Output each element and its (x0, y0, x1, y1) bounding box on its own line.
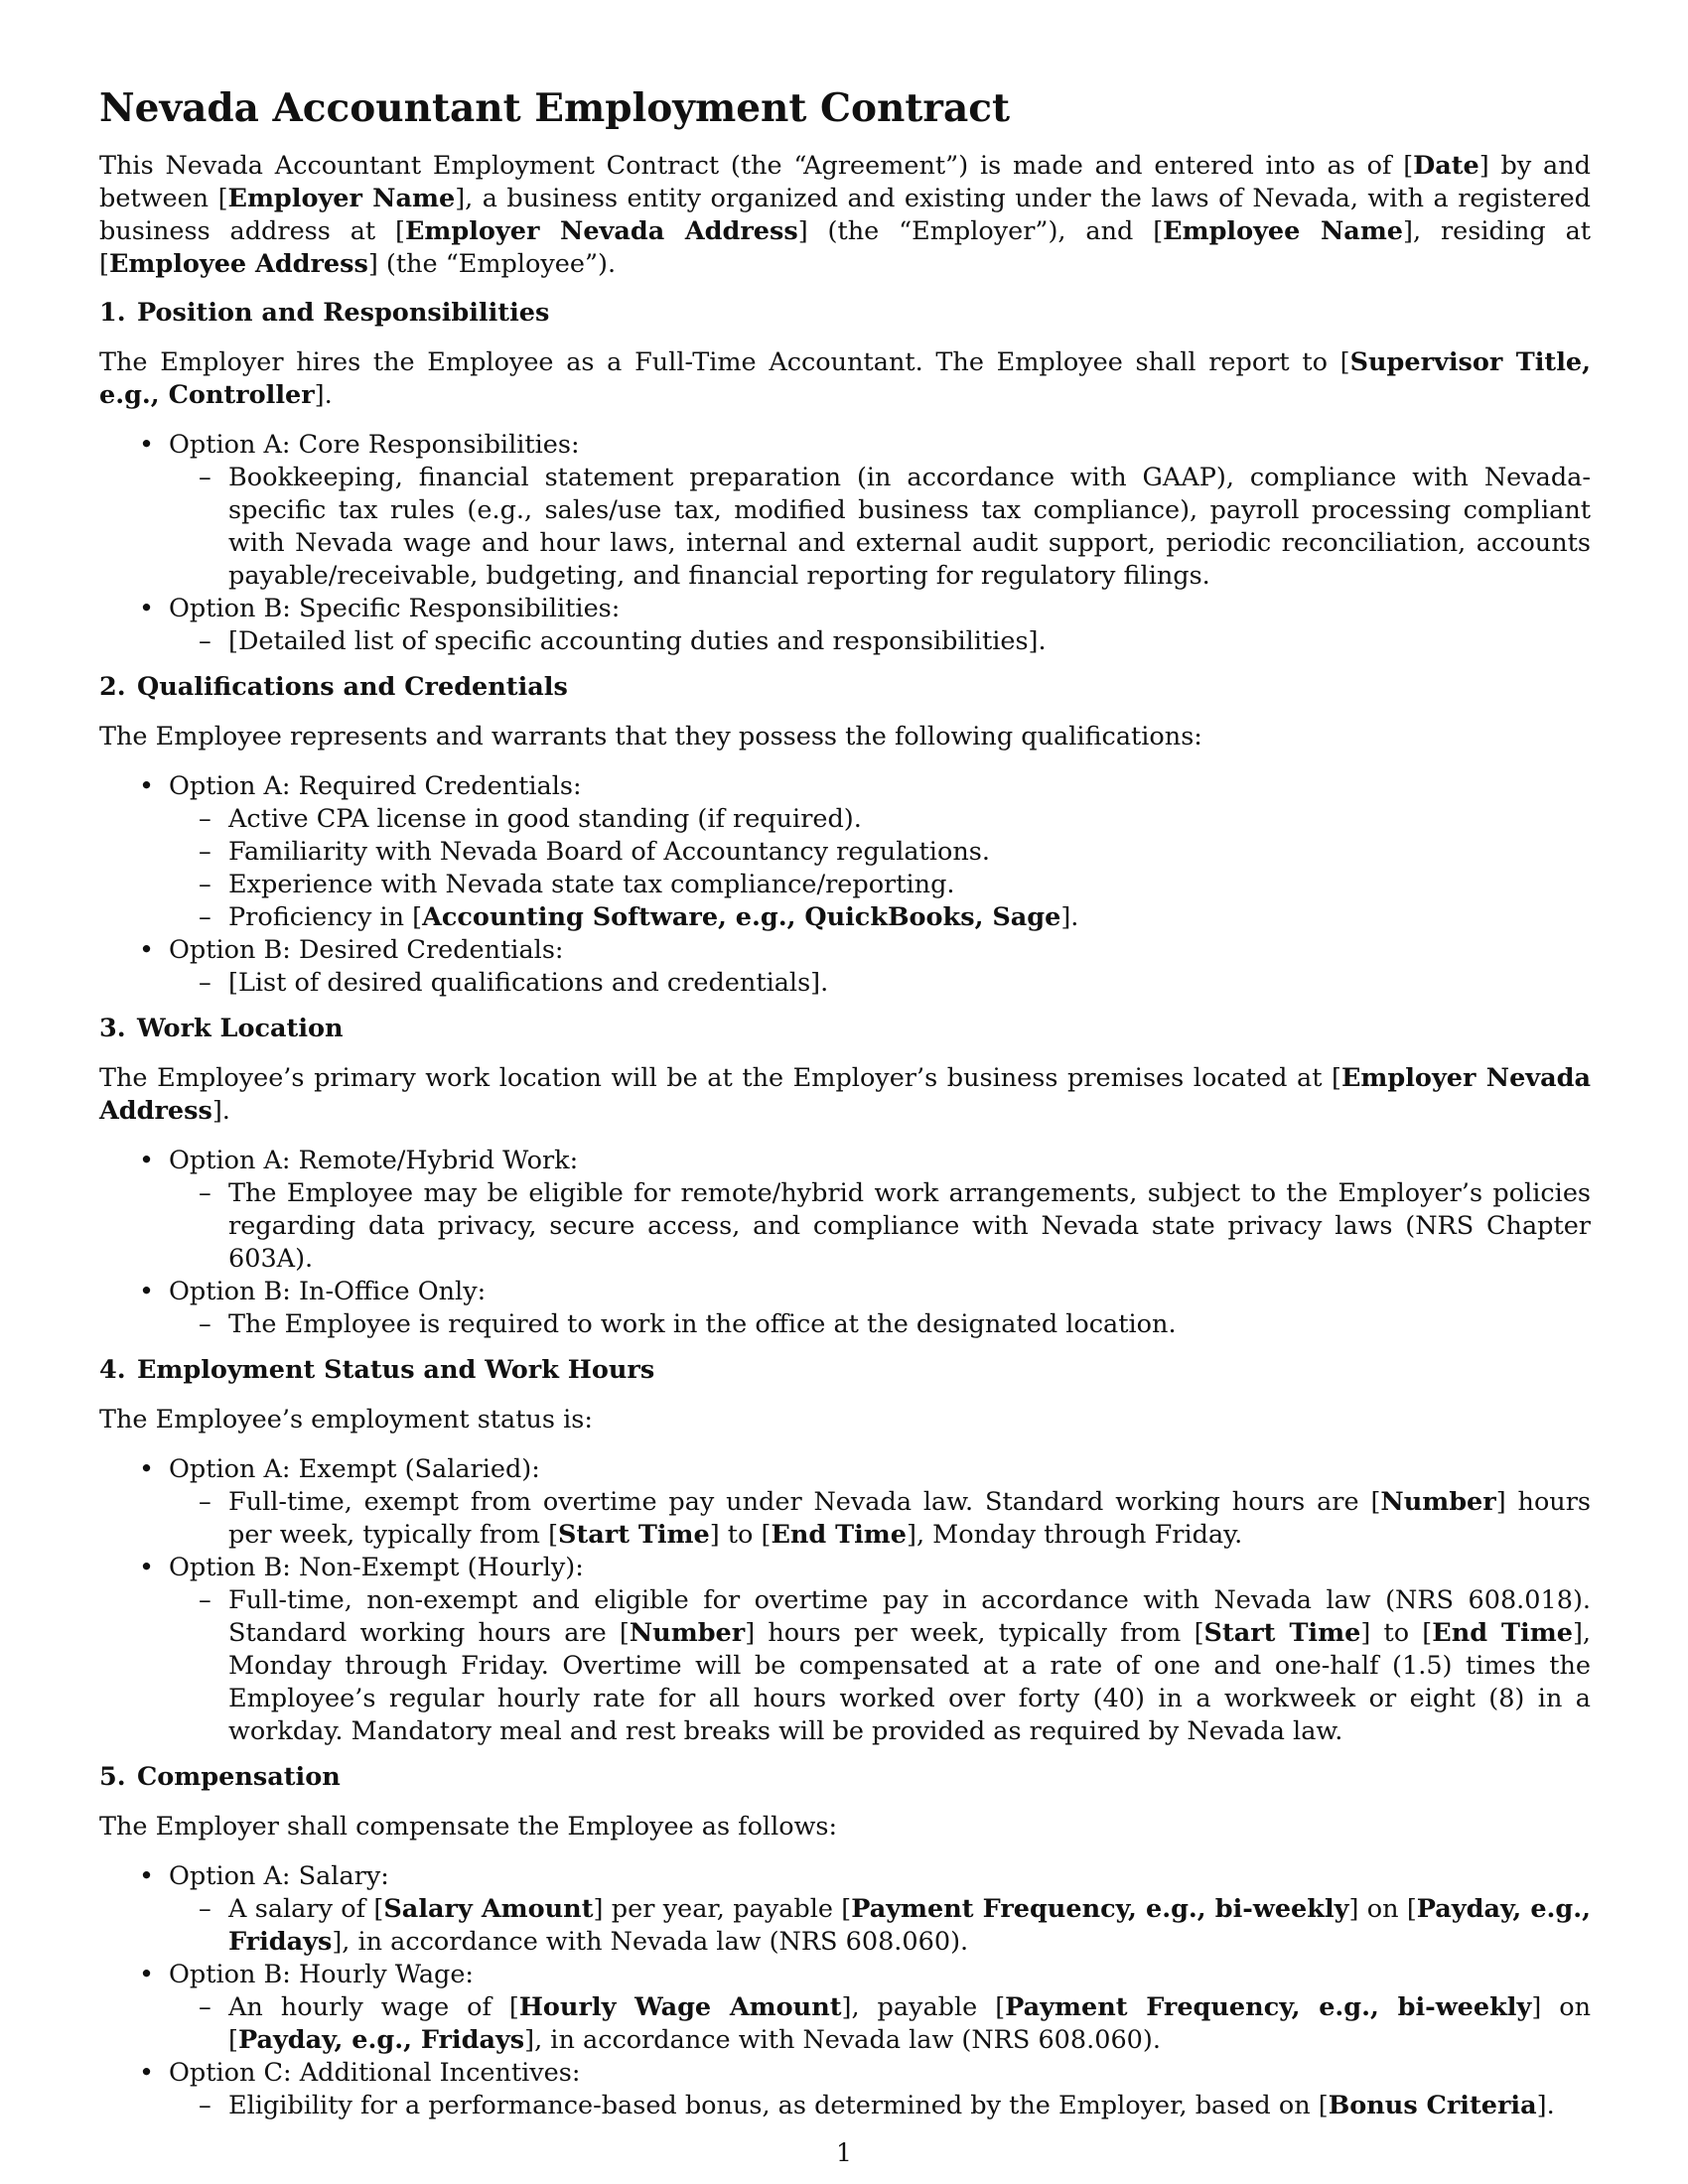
sub-item-placeholder: Accounting Software, e.g., QuickBooks, Sage (422, 902, 1061, 932)
sub-item (169, 462, 1591, 593)
option-label: • Option B: Specific Responsibilities: (169, 594, 621, 623)
sub-item (169, 1584, 1591, 1748)
sub-item-text: A salary of [ (228, 1894, 384, 1924)
sub-item-text: ], in accordance with Nevada law (NRS 608.060). (332, 1927, 969, 1957)
sub-item-placeholder: Salary Amount (383, 1894, 594, 1924)
option-item (99, 429, 1591, 593)
intro-placeholder: Employer Name (227, 184, 456, 213)
section-body-text: ]. (314, 380, 333, 410)
option-item (99, 2057, 1591, 2122)
sub-item-placeholder: Payment Frequency, e.g., bi-weekly (851, 1894, 1349, 1924)
sub-item-text: The Employee is required to work in the office at the designated location. (228, 1309, 1177, 1339)
option-item (99, 1276, 1591, 1341)
option-list (99, 1453, 1591, 1748)
section-number: 1. (99, 298, 126, 328)
sub-item (169, 1308, 1591, 1341)
option-list (99, 770, 1591, 1000)
document-page (99, 84, 1591, 2135)
section-body (99, 721, 1591, 753)
section-number: 2. (99, 672, 126, 702)
sub-item-list (169, 1893, 1591, 1959)
sub-item-list (169, 1177, 1591, 1276)
sub-item (169, 803, 1591, 836)
section-heading (99, 1761, 1591, 1794)
intro-text: [ (1153, 216, 1164, 246)
sub-item (169, 1486, 1591, 1552)
intro-text: ] (the “Employer”), and (797, 216, 1154, 246)
sub-item-placeholder: Number (1380, 1487, 1496, 1517)
section-heading-text: Work Location (137, 1014, 344, 1043)
sub-item-text: Active CPA license in good standing (if required). (228, 804, 862, 834)
option-list (99, 429, 1591, 658)
option-list (99, 1860, 1591, 2122)
option-item (99, 1860, 1591, 1959)
intro-text: [ (395, 216, 405, 246)
section-body-placeholder: Employer Nevada Address (99, 1063, 1591, 1126)
sub-item-placeholder: End Time (771, 1520, 908, 1550)
sub-item-list (169, 462, 1591, 593)
option-item (99, 934, 1591, 1000)
sub-item (169, 2090, 1591, 2122)
sub-item-text: ] per year, payable [ (593, 1894, 852, 1924)
sub-item-text: [List of desired qualifications and credentials]. (228, 968, 829, 998)
intro-paragraph (99, 150, 1591, 281)
sub-item-list (169, 1308, 1591, 1341)
sub-item (169, 625, 1591, 658)
sub-item-list (169, 803, 1591, 934)
section-body (99, 1062, 1591, 1128)
sub-item (169, 967, 1591, 1000)
sub-item-text: The Employee may be eligible for remote/hybrid work arrangements, subject to the Employer’s policies regarding data privacy, secure access, and compliance with Nevada state privacy laws (NRS Chapter 603A). (228, 1178, 1591, 1274)
sub-item-text: Experience with Nevada state tax compliance/reporting. (228, 870, 955, 899)
page-number: 1 (836, 2138, 852, 2167)
sub-item-text: Proficiency in [ (228, 902, 423, 932)
sub-item-text: ] on [ (228, 1992, 1591, 2055)
sub-item (169, 901, 1591, 934)
option-label: • Option B: In-Office Only: (169, 1277, 487, 1306)
option-label: • Option A: Remote/Hybrid Work: (169, 1146, 579, 1175)
option-item (99, 1959, 1591, 2057)
sub-item-placeholder: Bonus Criteria (1328, 2091, 1537, 2120)
sub-item-text: Familiarity with Nevada Board of Accountancy regulations. (228, 837, 990, 867)
sub-item-text: ] hours per week, typically from [ (228, 1487, 1591, 1550)
section-body-text: The Employer hires the Employee as a Full-Time Accountant. The Employee shall report to [ (99, 347, 1350, 377)
option-label: • Option A: Exempt (Salaried): (169, 1454, 540, 1484)
option-item (99, 1453, 1591, 1552)
sub-item-text: ] on [ (1348, 1894, 1417, 1924)
section-body (99, 1811, 1591, 1843)
sub-item-text: Eligibility for a performance-based bonus, as determined by the Employer, based on [ (228, 2091, 1329, 2120)
sub-item-placeholder: Number (629, 1618, 746, 1648)
section-heading (99, 671, 1591, 704)
intro-placeholder: Employee Name (1163, 216, 1404, 246)
sub-item (169, 1991, 1591, 2057)
sub-item-text: ], payable [ (841, 1992, 1006, 2022)
intro-placeholder: Date (1413, 151, 1479, 181)
sub-item-text: ], Monday through Friday. Overtime will be compensated at a rate of one and one-half (1.5) times the Employee’s regular hourly rate for all hours worked over forty (40) in a workweek or eight (8) in a workday. Mandatory meal and rest breaks will be provided as required by Nevada law. (228, 1618, 1591, 1746)
section-heading (99, 1013, 1591, 1045)
sub-item-text: ]. (1060, 902, 1079, 932)
option-label: • Option A: Core Responsibilities: (169, 430, 580, 460)
intro-text: This Nevada Accountant Employment Contract (the “Agreement”) is made and entered into as of (99, 151, 1404, 181)
sub-item-text: ], in accordance with Nevada law (NRS 608.060). (524, 2025, 1161, 2055)
sub-item-text: ] to [ (1360, 1618, 1433, 1648)
section-heading (99, 297, 1591, 330)
section-body-text: The Employee represents and warrants that they possess the following qualifications: (99, 722, 1202, 751)
sub-item-list (169, 1991, 1591, 2057)
option-label: • Option C: Additional Incentives: (169, 2058, 581, 2088)
sub-item (169, 1893, 1591, 1959)
section-body-text: ]. (211, 1096, 230, 1126)
sub-item-placeholder: Start Time (1203, 1618, 1361, 1648)
sub-item-text: ] to [ (709, 1520, 772, 1550)
sub-item-placeholder: End Time (1432, 1618, 1573, 1648)
option-list (99, 1145, 1591, 1341)
section-number: 4. (99, 1355, 126, 1385)
option-label: • Option B: Desired Credentials: (169, 935, 564, 965)
sub-item-placeholder: Payday, e.g., Fridays (228, 1894, 1592, 1957)
section-body-text: The Employee’s primary work location will be at the Employer’s business premises located at [ (99, 1063, 1341, 1093)
intro-placeholder: Employer Nevada Address (404, 216, 798, 246)
sub-item-text: Full-time, non-exempt and eligible for overtime pay in accordance with Nevada law (NRS 608.018). Standard working hours are [ (228, 1585, 1591, 1648)
section-heading-text: Qualifications and Credentials (137, 672, 568, 702)
section-number: 5. (99, 1762, 126, 1792)
section-body-text: The Employee’s employment status is: (99, 1405, 593, 1434)
sub-item-text: ] hours per week, typically from [ (745, 1618, 1204, 1648)
sub-item-text: Bookkeeping, financial statement preparation (in accordance with GAAP), compliance with Nevada-specific tax rules (e.g., sales/use tax, modified business tax compliance), payroll processing compliant with Nevada wage and hour laws, internal and external audit support, periodic reconciliation, accounts payable/receivable, budgeting, and financial reporting for regulatory filings. (228, 463, 1591, 591)
section-heading (99, 1354, 1591, 1387)
sub-item-list (169, 1584, 1591, 1748)
intro-text: ], a business entity organized and existing under the laws of Nevada, with a registered business address at (99, 184, 1591, 246)
section-body (99, 1404, 1591, 1436)
intro-placeholder: Employee Address (108, 249, 368, 279)
sub-item-text: Full-time, exempt from overtime pay under Nevada law. Standard working hours are [ (228, 1487, 1381, 1517)
intro-text: [ (217, 184, 228, 213)
intro-text: ], residing at (1403, 216, 1592, 246)
section-number: 3. (99, 1014, 126, 1043)
intro-text: ] by and between (99, 151, 1591, 213)
section-heading-text: Compensation (137, 1762, 341, 1792)
section-heading-text: Employment Status and Work Hours (137, 1355, 655, 1385)
intro-text: ] (the “Employee”). (367, 249, 617, 279)
sub-item-list (169, 2090, 1591, 2122)
section-heading-text: Position and Responsibilities (137, 298, 550, 328)
sub-item-placeholder: Payday, e.g., Fridays (237, 2025, 525, 2055)
option-item (99, 1552, 1591, 1748)
option-item (99, 1145, 1591, 1276)
sub-item-text: [Detailed list of specific accounting duties and responsibilities]. (228, 626, 1047, 656)
sub-item (169, 1177, 1591, 1276)
section-body-placeholder: Supervisor Title, e.g., Controller (99, 347, 1591, 410)
option-label: • Option A: Salary: (169, 1861, 389, 1891)
section-body (99, 346, 1591, 412)
sub-item (169, 836, 1591, 869)
sub-item-list (169, 967, 1591, 1000)
sub-item-text: ]. (1536, 2091, 1555, 2120)
sub-item-text: ], Monday through Friday. (907, 1520, 1243, 1550)
section-body-text: The Employer shall compensate the Employee as follows: (99, 1812, 838, 1842)
option-item (99, 593, 1591, 658)
sub-item-list (169, 1486, 1591, 1552)
option-label: • Option A: Required Credentials: (169, 771, 582, 801)
sub-item-text: An hourly wage of [ (228, 1992, 519, 2022)
sub-item-placeholder: Hourly Wage Amount (518, 1992, 842, 2022)
sub-item-placeholder: Start Time (558, 1520, 710, 1550)
option-label: • Option B: Hourly Wage: (169, 1960, 475, 1989)
option-item (99, 770, 1591, 934)
sub-item (169, 869, 1591, 901)
option-label: • Option B: Non-Exempt (Hourly): (169, 1553, 584, 1582)
sections-container (99, 297, 1591, 2122)
sub-item-list (169, 625, 1591, 658)
intro-text: [ (99, 249, 109, 279)
document-title: Nevada Accountant Employment Contract (99, 85, 1010, 131)
intro-text: [ (1403, 151, 1414, 181)
sub-item-placeholder: Payment Frequency, e.g., bi-weekly (1005, 1992, 1532, 2022)
